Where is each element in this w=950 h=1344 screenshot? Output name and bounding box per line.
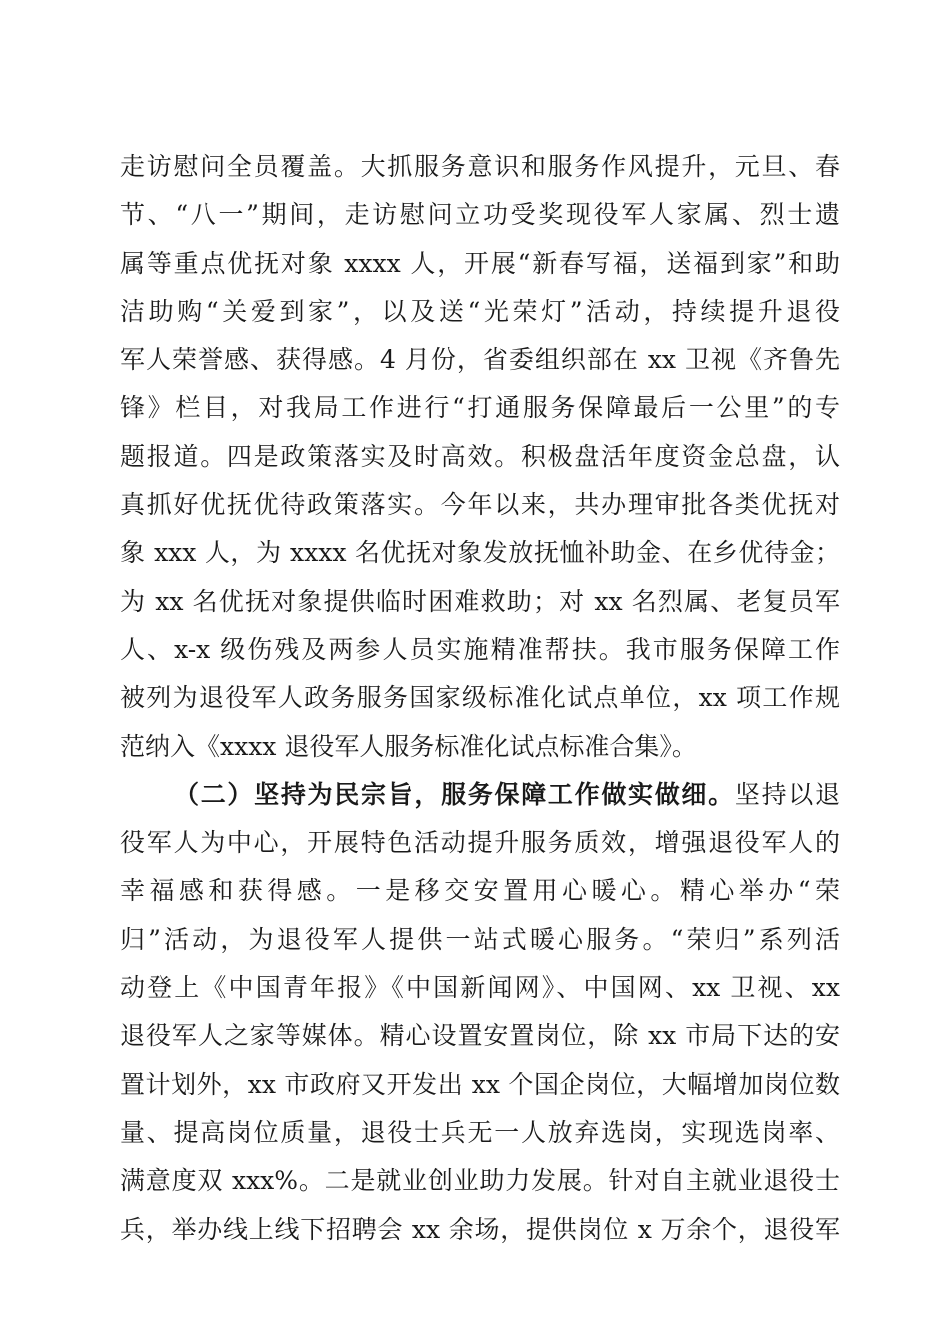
paragraph-line: 满意度双 xxx%。二是就业创业助力发展。针对自主就业退役士 [120,1166,840,1196]
paragraph-line: 锋》栏目，对我局工作进行“打通服务保障最后一公里”的专 [120,393,840,423]
paragraph-line: 军人荣誉感、获得感。4 月份，省委组织部在 xx 卫视《齐鲁先 [120,345,840,375]
section-heading-tail: 坚持以退 [734,779,840,809]
paragraph-line: 役军人为中心，开展特色活动提升服务质效，增强退役军人的 [120,828,840,858]
paragraph-line: 量、提高岗位质量，退役士兵无一人放弃选岗，实现选岗率、 [120,1117,840,1147]
paragraph-line: 题报道。四是政策落实及时高效。积极盘活年度资金总盘，认 [120,441,840,471]
paragraph-line: 象 xxx 人，为 xxxx 名优抚对象发放抚恤补助金、在乡优待金； [120,538,840,568]
paragraph-line: 真抓好优抚优待政策落实。今年以来，共办理审批各类优抚对 [120,490,840,520]
paragraph-line: 幸福感和获得感。一是移交安置用心暖心。精心举办“荣 [120,876,840,906]
section-heading: （二）坚持为民宗旨，服务保障工作做实做细。 [174,779,735,809]
paragraph-line: 走访慰问全员覆盖。大抓服务意识和服务作风提升，元旦、春 [120,152,840,181]
section-heading-line [120,771,840,819]
paragraph-line: 人、x-x 级伤残及两参人员实施精准帮扶。我市服务保障工作 [120,634,840,664]
document-body [120,143,840,1254]
paragraph-line: 属等重点优抚对象 xxxx 人，开展“新春写福，送福到家”和助 [120,248,840,278]
paragraph-line: 被列为退役军人政务服务国家级标准化试点单位，xx 项工作规 [120,683,840,713]
paragraph-line: 动登上《中国青年报》《中国新闻网》、中国网、xx 卫视、xx [120,973,840,1003]
paragraph-line: 范纳入《xxxx 退役军人服务标准化试点标准合集》。 [120,731,697,761]
paragraph-line: 兵，举办线上线下招聘会 xx 余场，提供岗位 x 万余个，退役军 [120,1214,840,1244]
paragraph-line: 洁助购“关爱到家”，以及送“光荣灯”活动，持续提升退役 [120,296,840,326]
paragraph-line: 为 xx 名优抚对象提供临时困难救助；对 xx 名烈属、老复员军 [120,586,840,616]
paragraph-line: 置计划外，xx 市政府又开发出 xx 个国企岗位，大幅增加岗位数 [120,1069,840,1099]
paragraph-line: 归”活动，为退役军人提供一站式暖心服务。“荣归”系列活 [120,924,840,954]
paragraph-line: 节、“八一”期间，走访慰问立功受奖现役军人家属、烈士遗 [120,200,840,230]
paragraph-line: 退役军人之家等媒体。精心设置安置岗位，除 xx 市局下达的安 [120,1021,840,1051]
